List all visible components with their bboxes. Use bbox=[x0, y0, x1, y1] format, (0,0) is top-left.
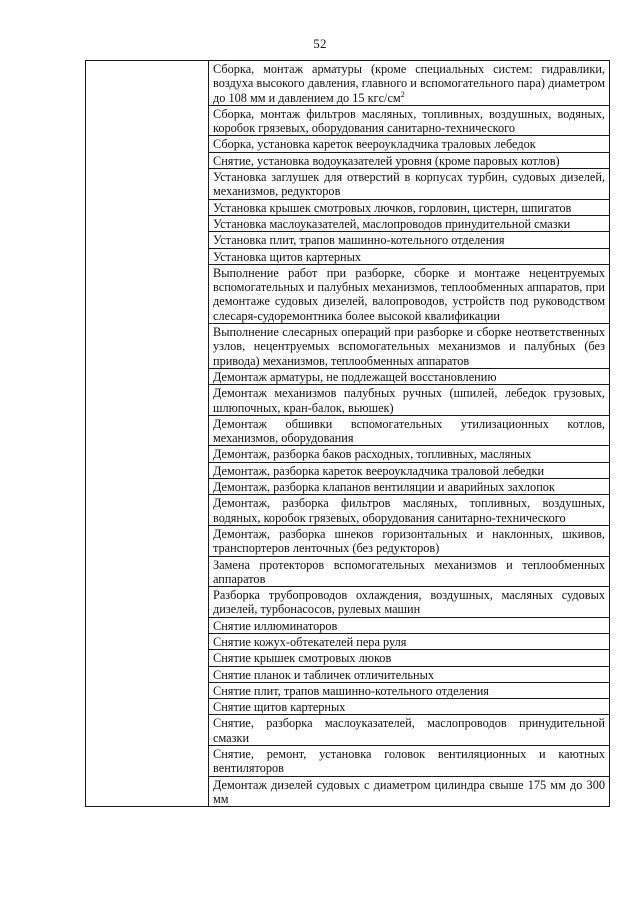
work-item-cell bbox=[209, 776, 610, 807]
work-item-cell bbox=[209, 587, 610, 618]
work-item-text: Демонтаж, разборка шнеков горизонтальных и наклонных, шкивов, транспортеров ленточных (без редукторов) bbox=[213, 526, 605, 556]
work-item-cell bbox=[209, 61, 610, 106]
table-row bbox=[86, 61, 610, 106]
work-item-cell bbox=[209, 682, 610, 698]
work-item-text: Демонтаж, разборка клапанов вентиляции и аварийных захлопок bbox=[213, 480, 555, 495]
work-item-cell bbox=[209, 650, 610, 666]
work-item-cell bbox=[209, 199, 610, 215]
work-item-text: Демонтаж обшивки вспомогательных утилизационных котлов, механизмов, оборудования bbox=[213, 416, 605, 446]
work-item-cell bbox=[209, 525, 610, 556]
work-item-cell bbox=[209, 495, 610, 526]
unit-superscript: 2 bbox=[400, 89, 405, 99]
work-item-cell bbox=[209, 368, 610, 384]
work-item-text: Демонтаж механизмов палубных ручных (шпилей, лебедок грузовых, шлюпочных, кран-балок, вьюшек) bbox=[213, 386, 605, 415]
work-item-text: Замена протекторов вспомогательных механизмов и теплообменных аппаратов bbox=[213, 557, 605, 586]
work-item-text: Разборка трубопроводов охлаждения, воздушных, масляных судовых дизелей, турбонасосов, рулевых машин bbox=[213, 588, 605, 617]
work-item-text: Снятие иллюминаторов bbox=[213, 618, 338, 633]
work-item-cell bbox=[209, 385, 610, 416]
work-item-cell bbox=[209, 462, 610, 478]
work-item-cell bbox=[209, 232, 610, 248]
page-number: 52 bbox=[313, 36, 327, 51]
work-item-text: Снятие, ремонт, установка головок вентиляционных и каютных вентиляторов bbox=[213, 747, 605, 776]
work-item-cell bbox=[209, 633, 610, 649]
work-item-text: Снятие, установка водоуказателей уровня (кроме паровых котлов) bbox=[213, 153, 560, 168]
work-item-cell bbox=[209, 556, 610, 587]
work-item-cell bbox=[209, 666, 610, 682]
work-item-text: Сборка, установка кареток веероукладчика траловых лебедок bbox=[213, 137, 536, 152]
work-item-cell bbox=[209, 415, 610, 446]
work-item-cell bbox=[209, 746, 610, 777]
work-item-cell bbox=[209, 215, 610, 231]
work-item-cell bbox=[209, 715, 610, 746]
work-item-cell bbox=[209, 264, 610, 323]
work-item-text: Установка плит, трапов машинно-котельного отделения bbox=[213, 233, 505, 248]
work-item-cell bbox=[209, 248, 610, 264]
work-item-cell bbox=[209, 446, 610, 462]
work-item-cell bbox=[209, 105, 610, 136]
work-item-text: Выполнение работ при разборке, сборке и монтаже нецентруемых вспомогательных и палубных механизмов, теплообменных аппаратов, при демонтаже судовых дизелей, валопроводов, устройств под руководством слесаря-судоремонтника более высокой квалификации bbox=[213, 265, 605, 323]
work-item-text: Установка щитов картерных bbox=[213, 249, 362, 264]
work-item-cell bbox=[209, 617, 610, 633]
work-item-text: Снятие планок и табличек отличительных bbox=[213, 667, 434, 682]
work-item-cell bbox=[209, 169, 610, 200]
work-item-cell bbox=[209, 324, 610, 369]
work-item-text: Сборка, монтаж фильтров масляных, топливных, воздушных, водяных, коробок грязевых, оборудования санитарно-технического bbox=[213, 106, 605, 136]
work-item-cell bbox=[209, 479, 610, 495]
profession-cell bbox=[86, 61, 209, 807]
work-item-text: Снятие, разборка маслоуказателей, маслопроводов принудительной смазки bbox=[213, 716, 605, 745]
work-item-text: Снятие щитов картерных bbox=[213, 700, 346, 715]
work-item-text: Демонтаж, разборка кареток веероукладчика траловой лебедки bbox=[213, 463, 545, 478]
work-item-text: Демонтаж арматуры, не подлежащей восстановлению bbox=[213, 369, 497, 384]
work-table bbox=[85, 60, 610, 807]
work-item-text: Установка крышек смотровых лючков, горловин, цистерн, шпигатов bbox=[213, 200, 572, 215]
work-item-text: Выполнение слесарных операций при разборке и сборке неответственных узлов, нецентруемых вспомогательных механизмов и палубных (без привода) механизмов, теплообменных аппаратов bbox=[213, 325, 605, 368]
work-item-text: Снятие кожух-обтекателей пера руля bbox=[213, 634, 407, 649]
work-item-text: Демонтаж, разборка фильтров масляных, топливных, воздушных, водяных, коробок грязевых, оборудования санитарно-технического bbox=[213, 496, 605, 525]
work-item-text: Демонтаж, разборка баков расходных, топливных, масляных bbox=[213, 447, 532, 462]
work-item-text: Снятие плит, трапов машинно-котельного отделения bbox=[213, 683, 489, 698]
work-item-text: Сборка, монтаж арматуры (кроме специальных систем: гидравлики, воздуха высокого давления, главного и вспомогательного пара) диаметром до 108 мм и давлением до 15 кгс/см bbox=[213, 62, 605, 105]
work-table-body bbox=[86, 61, 610, 807]
work-item-cell bbox=[209, 152, 610, 168]
work-item-cell bbox=[209, 699, 610, 715]
work-item-text: Снятие крышек смотровых люков bbox=[213, 651, 392, 666]
work-item-text: Установка маслоуказателей, маслопроводов принудительной смазки bbox=[213, 216, 571, 231]
work-item-text: Установка заглушек для отверстий в корпусах турбин, судовых дизелей, механизмов, редукторов bbox=[213, 170, 605, 199]
work-item-cell bbox=[209, 136, 610, 152]
work-item-text: Демонтаж дизелей судовых с диаметром цилиндра свыше 175 мм до 300 мм bbox=[213, 777, 605, 806]
